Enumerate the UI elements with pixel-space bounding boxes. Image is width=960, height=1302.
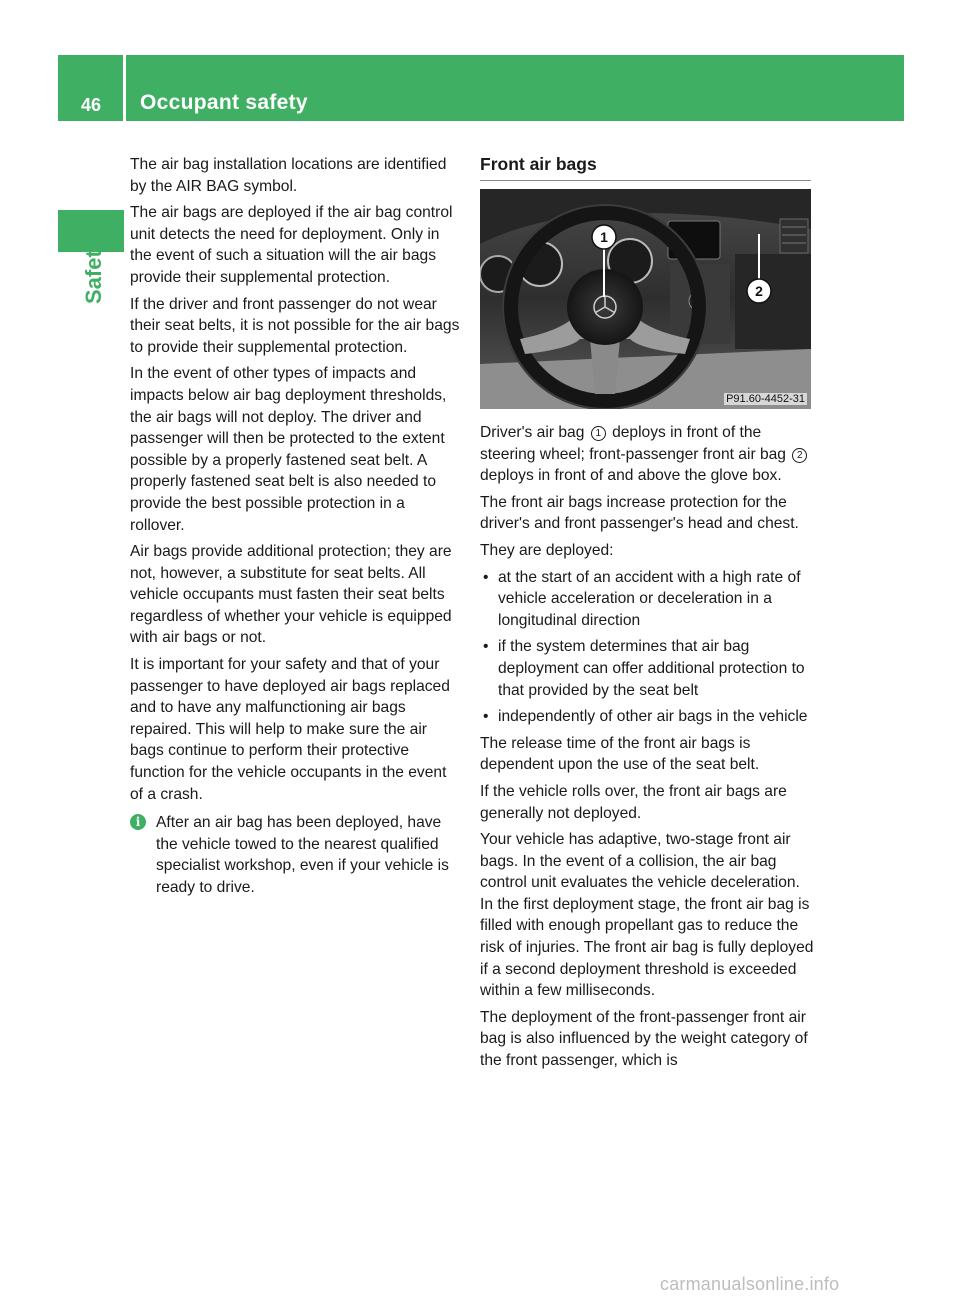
right-column bbox=[480, 422, 814, 1077]
deployment-conditions-list bbox=[480, 567, 814, 728]
paragraph: If the vehicle rolls over, the front air bags are generally not deployed. bbox=[480, 782, 787, 822]
paragraph: They are deployed: bbox=[480, 541, 614, 559]
list-item: • if the system determines that air bag deployment can offer additional protection to that provided by the seat belt bbox=[480, 636, 814, 701]
side-tab-label: Safety bbox=[81, 237, 106, 304]
paragraph: Air bags provide additional protection; they are not, however, a substitute for seat belts. All vehicle occupants must fasten their seat belts regardless of whether your vehicle is equipped with air bags or not. bbox=[130, 543, 452, 647]
list-item: • independently of other air bags in the vehicle bbox=[480, 706, 814, 728]
paragraph: The air bags are deployed if the air bag control unit detects the need for deployment. Only in the event of such a situation will the air bags provide their supplemental protection. bbox=[130, 204, 453, 286]
air-vent-right bbox=[780, 219, 808, 253]
glove-box-area bbox=[735, 254, 811, 349]
callout-2-number: 2 bbox=[755, 283, 763, 299]
list-item: • at the start of an accident with a high rate of vehicle acceleration or deceleration in a longitudinal direction bbox=[480, 567, 814, 632]
paragraph: The release time of the front air bags is dependent upon the use of the seat belt. bbox=[480, 734, 760, 774]
left-column bbox=[130, 154, 462, 899]
header-divider bbox=[123, 55, 126, 121]
dashboard-figure bbox=[480, 189, 811, 409]
paragraph: In the event of other types of impacts and impacts below air bag deployment thresholds, the air bags will not deploy. The driver and passenger will then be protected to the extent possible by a properly fastened seat belt. A properly fastened seat belt is also needed to provide the best possible protection in a rollover. bbox=[130, 365, 447, 534]
paragraph: Your vehicle has adaptive, two-stage front air bags. In the event of a collision, the air bag control unit evaluates the vehicle deceleration. In the first deployment stage, the front air bag is filled with enough propellant gas to reduce the risk of injuries. The front air bag is fully deployed if a second deployment threshold is exceeded within a few milliseconds. bbox=[480, 831, 814, 1000]
info-note-text: After an air bag has been deployed, have the vehicle towed to the nearest qualified specialist workshop, even if your vehicle is ready to drive. bbox=[156, 814, 449, 896]
watermark: carmanualsonline.info bbox=[660, 1274, 840, 1294]
paragraph: The front air bags increase protection for the driver's and front passenger's head and chest. bbox=[480, 493, 799, 533]
paragraph: It is important for your safety and that of your passenger to have deployed air bags replaced and to have any malfunctioning air bags repaired. This will help to make sure the air bags continue to perform their protective function for the vehicle occupants in the event of a crash. bbox=[130, 656, 450, 803]
page-title: Occupant safety bbox=[140, 91, 308, 114]
info-note bbox=[130, 812, 462, 898]
caption-part: deploys in front of the steering wheel; front-passenger front air bag bbox=[480, 424, 786, 463]
paragraph: The air bag installation locations are identified by the AIR BAG symbol. bbox=[130, 156, 447, 195]
caption-part: Driver's air bag bbox=[480, 424, 585, 441]
page-number: 46 bbox=[80, 95, 102, 115]
callout-1-number: 1 bbox=[600, 229, 608, 245]
callout-2-ref: 2 bbox=[792, 448, 807, 463]
figure-code: P91.60-4452-31 bbox=[726, 393, 805, 405]
dashboard-illustration bbox=[480, 189, 811, 409]
info-icon: i bbox=[130, 814, 146, 830]
section-title: Front air bags bbox=[480, 154, 811, 181]
paragraph: If the driver and front passenger do not wear their seat belts, it is not possible for the air bags to provide their supplemental protection. bbox=[130, 295, 460, 356]
figure-caption bbox=[480, 422, 814, 487]
paragraph: The deployment of the front-passenger front air bag is also influenced by the weight category of the front passenger, which is bbox=[480, 1008, 808, 1070]
caption-part: deploys in front of and above the glove box. bbox=[480, 467, 782, 485]
steering-lower-spoke bbox=[590, 339, 620, 394]
callout-1-ref: 1 bbox=[591, 426, 606, 441]
